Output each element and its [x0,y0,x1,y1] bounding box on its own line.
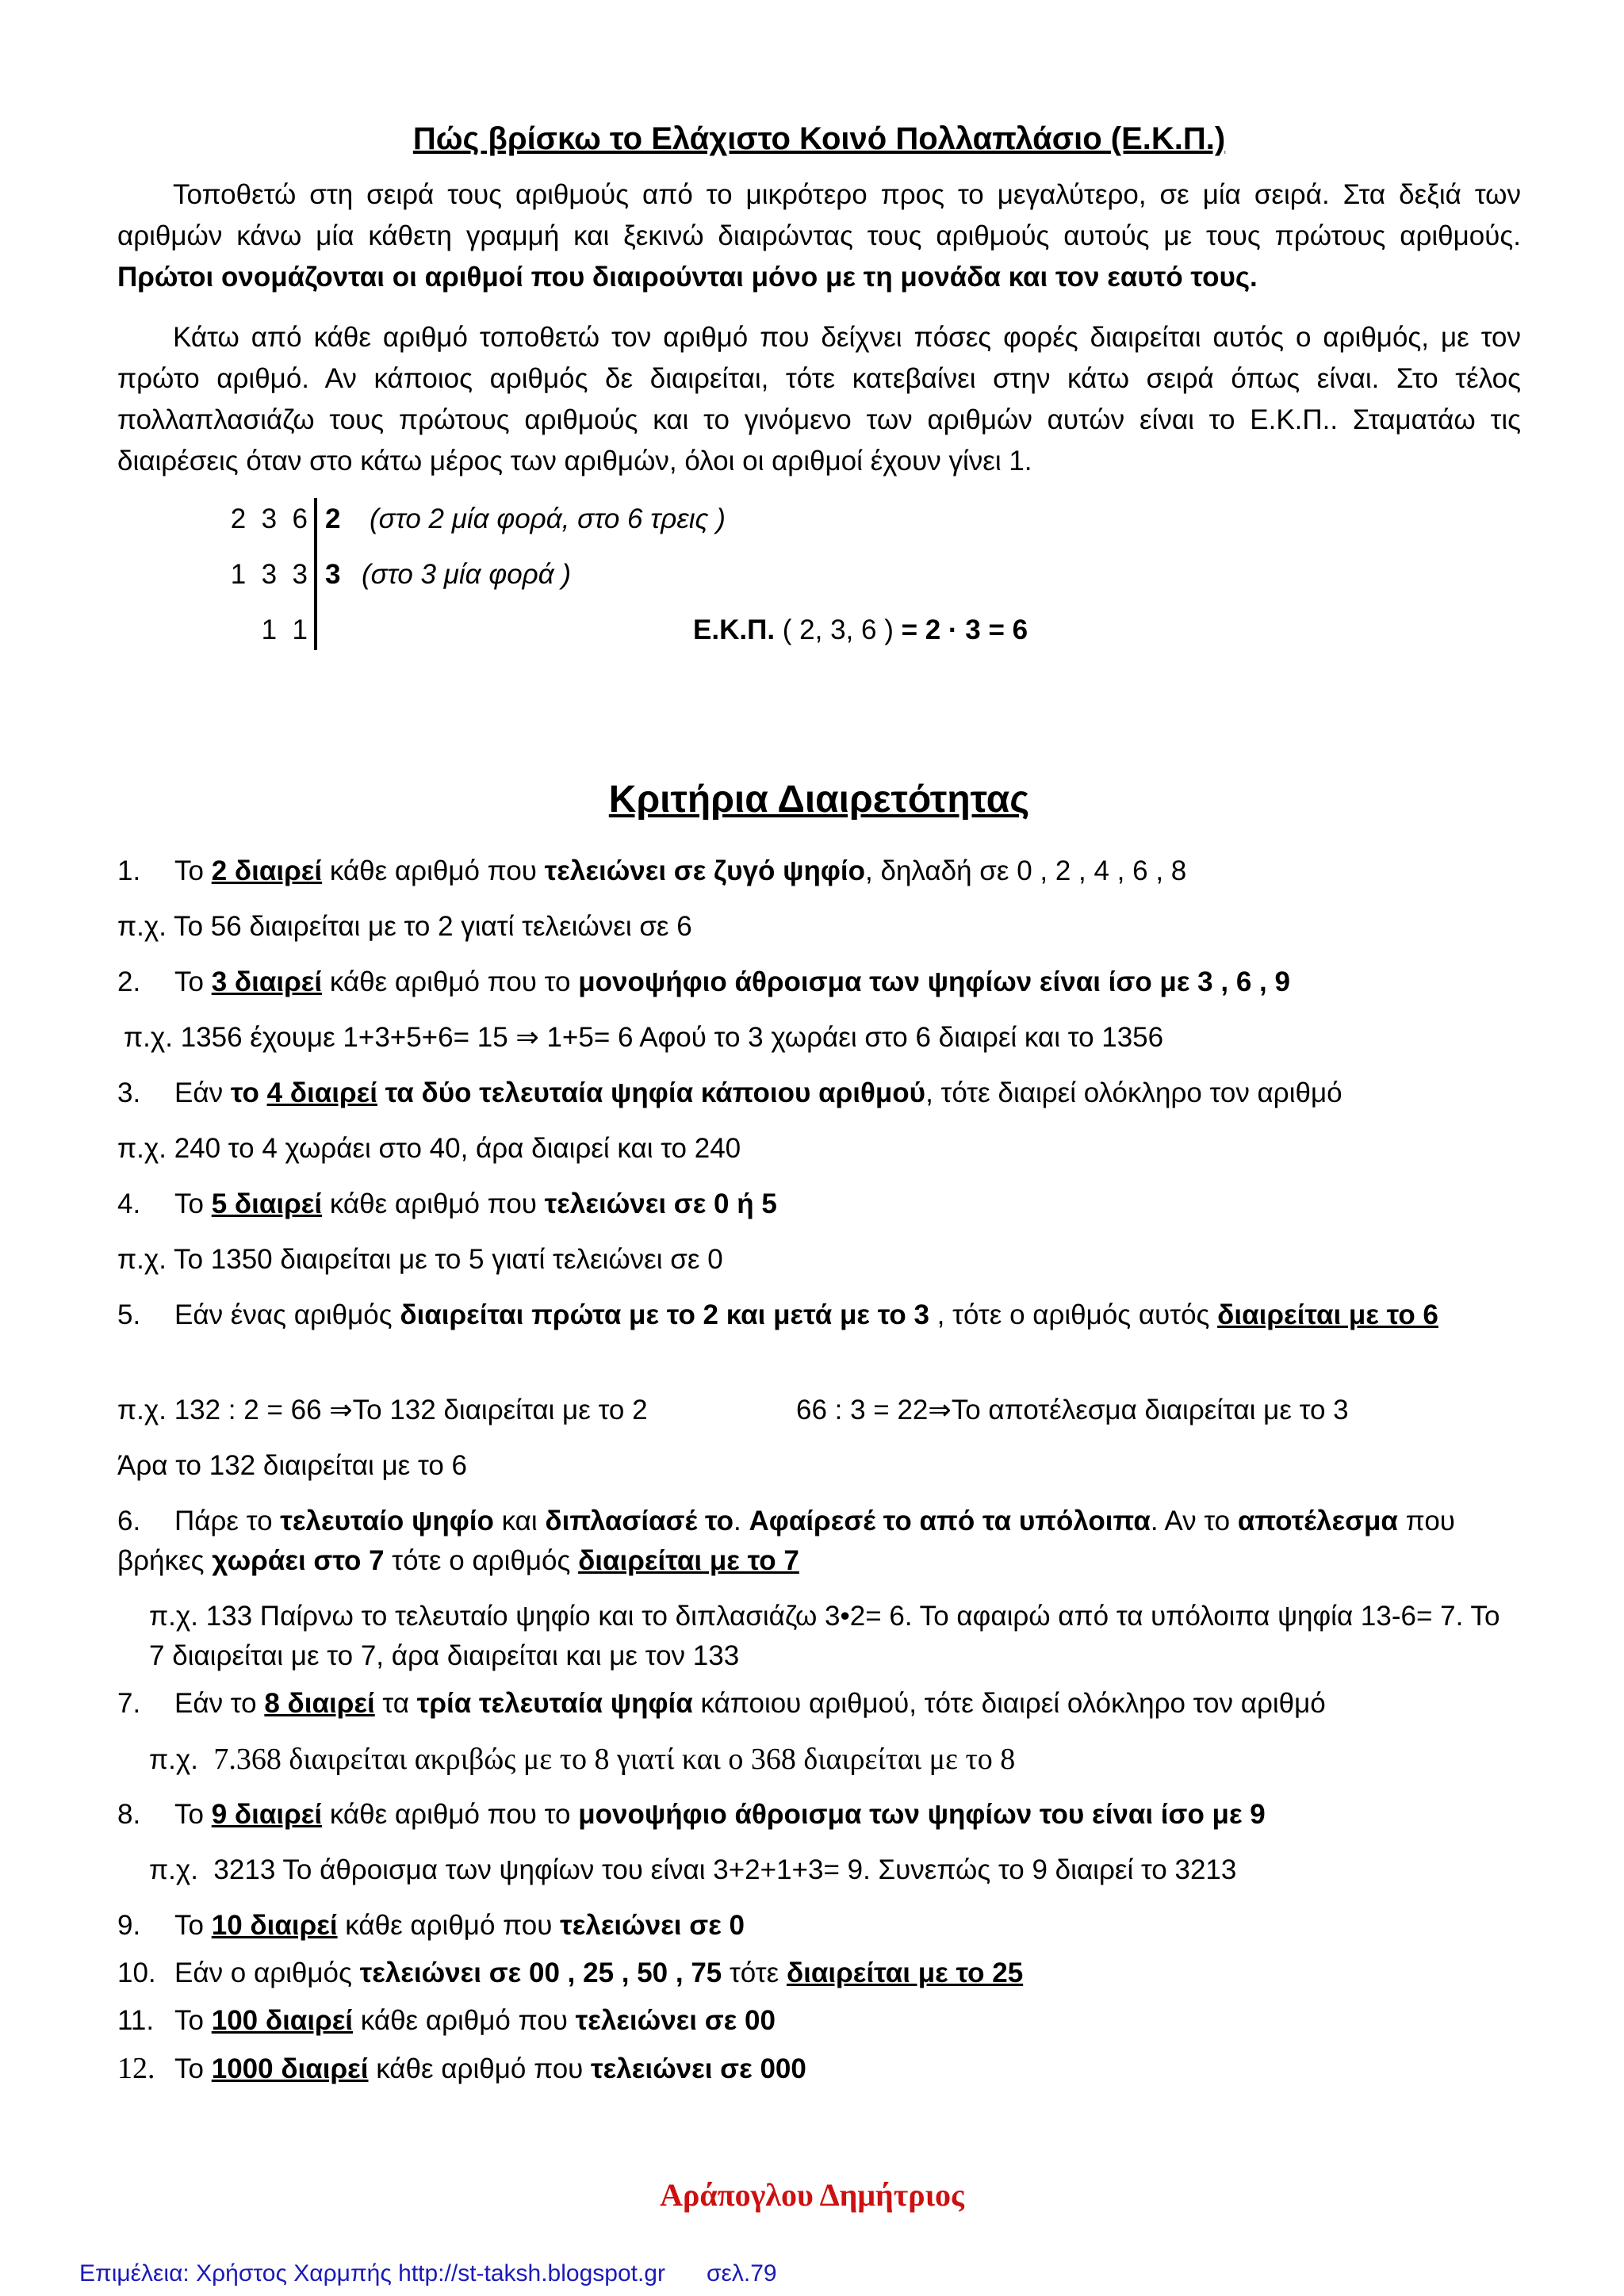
example-line: Άρα το 132 διαιρείται με το 6 [117,1450,467,1481]
item-text: Εάν ο αριθμός [174,1957,360,1988]
lcm-result [693,603,1028,658]
example-prefix: π.χ. [149,1744,198,1775]
item-text: κάθε αριθμό που [368,2053,592,2084]
item-text: , δηλαδή σε 0 , 2 , 4 , 6 , 8 [865,855,1187,886]
item-rule: μονοψήφιο άθροισμα των ψηφίων του είναι ίσο με 9 [578,1799,1266,1830]
criteria-title: Κριτήρια Διαιρετότητας [608,779,1030,821]
lcm-row-prime: 3 [325,559,341,590]
item-divisor: 4 διαιρεί [266,1077,377,1108]
lcm-row-note: (στο 2 μία φορά, στο 6 τρεις ) [370,503,726,534]
item-number: 9. [117,1910,141,1941]
item-text: Το [174,1188,212,1219]
item-rule: τελειώνει σε ζυγό ψηφίο [544,855,866,886]
item-text: κάθε αριθμό που [353,2005,576,2036]
item-rule: τελειώνει σε 00 [575,2005,776,2036]
item-rule: τα δύο τελευταία ψηφία κάποιου αριθμού [377,1077,926,1108]
item-rule: τρία τελευταία ψηφία [416,1688,693,1719]
item-number: 4. [117,1188,141,1219]
item-divisor: 100 διαιρεί [211,2005,354,2036]
item-text: και [493,1506,546,1536]
item-divisor: 2 διαιρεί [211,855,323,886]
item-text: , τότε διαιρεί ολόκληρο τον αριθμό [925,1077,1342,1108]
item-text: Το [174,2005,212,2036]
item-rule: τελειώνει σε 000 [591,2053,806,2084]
example-line [149,1850,1236,1890]
item-divisor: 5 διαιρεί [211,1188,323,1219]
item-rule: μονοψήφιο άθροισμα των ψηφίων είναι ίσο με 3 , 6 , 9 [578,966,1290,997]
lcm-paragraph-1-text: Τοποθετώ στη σειρά τους αριθμούς από το μικρότερο προς το μεγαλύτερο, σε μία σειρά. Στα δεξιά των αριθμών κάνω μία κάθετη γραμμή και ξεκινώ διαιρώντας τους αριθμούς αυτούς με τους πρώτους αριθμούς. [117,179,1521,251]
division-line [314,498,317,650]
item-number: 6. [117,1506,141,1536]
criterion-item [117,1184,1521,1224]
lcm-result-value: = 2 · 3 = 6 [901,614,1028,645]
criterion-item [117,1502,1521,1581]
criterion-item [117,851,1521,891]
item-number: 12. [117,2052,155,2085]
item-text: Εάν ένας αριθμός [174,1299,400,1330]
item-divisor: διαιρείται με το 25 [786,1957,1024,1988]
item-divisor: 8 διαιρεί [264,1688,375,1719]
item-divisor: 1000 διαιρεί [211,2053,369,2084]
item-text: κάθε αριθμό που [322,855,545,886]
item-rule: Αφαίρεσέ το από τα υπόλοιπα [749,1506,1151,1536]
item-rule: τελειώνει σε 00 , 25 , 50 , 75 [359,1957,722,1988]
lcm-paragraph-1 [117,174,1521,298]
item-text: κάθε αριθμό που [337,1910,561,1941]
item-text: τότε [722,1957,787,1988]
example-line: π.χ. 1356 έχουμε 1+3+5+6= 15 ⇒ 1+5= 6 Αφού το 3 χωράει στο 6 διαιρεί και το 1356 [124,1022,1164,1053]
item-text: κάποιου αριθμού, τότε διαιρεί ολόκληρο τον αριθμό [692,1688,1326,1719]
item-rule: τελευταίο ψηφίο [280,1506,494,1536]
item-number: 1. [117,855,141,886]
item-number: 5. [117,1299,141,1330]
lcm-row-numbers: 1 1 [261,614,308,645]
lcm-row-note: (στο 3 μία φορά ) [362,559,572,590]
lcm-row-numbers: 2 3 6 [230,503,308,534]
item-text: . Αν το [1150,1506,1238,1536]
item-divisor: διαιρείται με το 6 [1217,1299,1438,1330]
lcm-row-prime: 2 [325,503,341,534]
lcm-row-numbers: 1 3 3 [230,559,308,590]
criterion-item [117,1906,1521,1946]
criterion-item [117,1954,1521,1993]
criterion-item [117,1795,1521,1835]
item-text: Εάν [174,1077,231,1108]
example-prefix: π.χ. [149,1854,198,1885]
item-rule: χωράει στο 7 [212,1545,385,1576]
lcm-result-args: ( 2, 3, 6 ) [775,614,902,645]
lcm-paragraph-2: Κάτω από κάθε αριθμό τοποθετώ τον αριθμό που δείχνει πόσες φορές διαιρείται αυτός ο αριθμός, με τον πρώτο αριθμό. Αν κάποιος αριθμός δε διαιρείται, τότε κατεβαίνει στην κάτω σειρά όπως είναι. Στο τέλος πολλαπλασιάζω τους πρώτους αριθμούς και το γινόμενο των αριθμών αυτών είναι το Ε.Κ.Π.. Σταματάω τις διαιρέσεις όταν στο κάτω μέρος των αριθμών, όλοι οι αριθμοί έχουν γίνει 1. [117,322,1521,476]
prime-definition: Πρώτοι ονομάζονται οι αριθμοί που διαιρούνται μόνο με τη μονάδα και τον εαυτό τους. [117,262,1258,293]
criterion-item [117,962,1521,1002]
example-line [149,1739,1015,1780]
example-line: 66 : 3 = 22⇒Το αποτέλεσμα διαιρείται με το 3 [796,1395,1349,1425]
item-divisor: 3 διαιρεί [211,966,323,997]
item-text: κάθε αριθμό που το [322,1799,579,1830]
example-text: 3213 Το άθροισμα των ψηφίων του είναι 3+2+1+3= 9. Συνεπώς το 9 διαιρεί το 3213 [213,1854,1237,1885]
example-line: π.χ. 132 : 2 = 66 ⇒Το 132 διαιρείται με το 2 [117,1395,648,1425]
item-number: 7. [117,1688,141,1719]
item-divisor: διαιρείται με το 7 [578,1545,799,1576]
example-line: π.χ. 133 Παίρνω το τελευταίο ψηφίο και το διπλασιάζω 3•2= 6. Το αφαιρώ από τα υπόλοιπα ψηφία 13-6= 7. Το 7 διαιρείται με το 7, άρα διαιρείται και με τον 133 [149,1601,1500,1671]
item-number: 2. [117,966,141,997]
item-text: που βρήκες [117,1506,1455,1576]
lcm-division-table [117,492,1521,658]
item-text: Το [174,855,212,886]
criterion-item [117,2001,1521,2041]
example-line: π.χ. Το 56 διαιρείται με το 2 γιατί τελειώνει σε 6 [117,911,692,942]
item-text: , τότε ο αριθμός αυτός [929,1299,1218,1330]
item-rule: διπλασίασέ το [545,1506,734,1536]
item-text: Πάρε το [174,1506,281,1536]
item-text: Το [174,2053,212,2084]
item-text: τότε ο αριθμός [384,1545,579,1576]
example-line: π.χ. 240 το 4 χωράει στο 40, άρα διαιρεί και το 240 [117,1133,741,1164]
criterion-item [117,1073,1521,1113]
item-number: 8. [117,1799,141,1830]
item-rule: αποτέλεσμα [1237,1506,1398,1536]
item-rule: τελειώνει σε 0 [560,1910,745,1941]
footer-credit: Επιμέλεια: Χρήστος Χαρμπής http://st-taksh.blogspot.gr [79,2260,665,2286]
page-number: σελ.79 [706,2260,777,2286]
lcm-title: Πώς βρίσκω το Ελάχιστο Κοινό Πολλαπλάσιο (Ε.Κ.Π.) [412,121,1226,156]
item-divisor: 10 διαιρεί [211,1910,338,1941]
item-text: . [733,1506,749,1536]
item-rule: το [230,1077,267,1108]
item-rule: διαιρείται πρώτα με το 2 και μετά με το 3 [400,1299,929,1330]
item-number: 11. [117,2005,155,2036]
item-number: 10. [117,1957,156,1988]
example-text: 7.368 διαιρείται ακριβώς με το 8 γιατί και ο 368 διαιρείται με το 8 [213,1743,1016,1776]
example-line: π.χ. Το 1350 διαιρείται με το 5 γιατί τελειώνει σε 0 [117,1244,723,1275]
item-divisor: 9 διαιρεί [211,1799,323,1830]
item-text: τα [374,1688,417,1719]
author-name: Αράπογλου Δημήτριος [660,2177,964,2213]
criterion-item [117,2049,1521,2089]
item-rule: τελειώνει σε 0 ή 5 [544,1188,777,1219]
item-text: Εάν το [174,1688,265,1719]
item-text: Το [174,1910,212,1941]
criterion-item [117,1684,1521,1724]
item-text: Το [174,1799,212,1830]
item-text: Το [174,966,212,997]
item-text: κάθε αριθμό που [322,1188,545,1219]
item-number: 3. [117,1077,141,1108]
criterion-item [117,1295,1521,1335]
page-footer [79,2260,777,2288]
item-text: κάθε αριθμό που το [322,966,579,997]
lcm-result-label: Ε.Κ.Π. [693,614,776,645]
